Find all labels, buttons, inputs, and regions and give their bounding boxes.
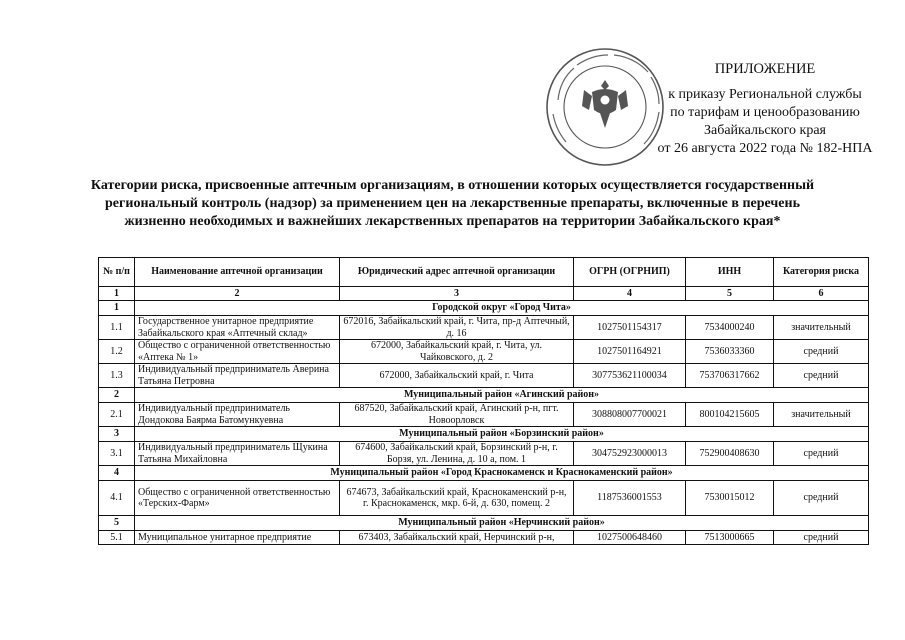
- row-ogrn: 1027500648460: [574, 531, 686, 545]
- row-risk: средний: [774, 531, 869, 545]
- row-address: 672016, Забайкальский край, г. Чита, пр-д Аптечный, д. 16: [340, 316, 574, 340]
- row-address: 672000, Забайкальский край, г. Чита: [340, 364, 574, 388]
- appendix-heading: ПРИЛОЖЕНИЕ: [714, 61, 816, 77]
- table-row: [99, 340, 869, 364]
- row-num: 1.2: [99, 340, 135, 364]
- table-row: [99, 481, 869, 516]
- table-row: [99, 403, 869, 427]
- header-address: Юридический адрес аптечной организации: [340, 258, 574, 287]
- row-ogrn: 1027501154317: [574, 316, 686, 340]
- row-inn: 752900408630: [686, 442, 774, 466]
- table-row: [99, 316, 869, 340]
- appendix-block: [640, 60, 890, 158]
- group-num: 1: [99, 301, 135, 316]
- row-address: 687520, Забайкальский край, Агинский р-н, пгт. Новоорловск: [340, 403, 574, 427]
- row-ogrn: 307753621100034: [574, 364, 686, 388]
- row-ogrn: 1027501164921: [574, 340, 686, 364]
- group-name: Муниципальный район «Город Краснокаменск и Краснокаменский район»: [135, 466, 869, 481]
- risk-category-table: [98, 257, 869, 545]
- group-row: [99, 388, 869, 403]
- document-title: Категории риска, присвоенные аптечным организациям, в отношении которых осуществляется государственный региональный контроль (надзор) за применением цен на лекарственные препараты, включенные в перечень жизненно необходимых и важнейших лекарственных препаратов на территории Забайкальского края*: [90, 178, 815, 229]
- appendix-line-4: от 26 августа 2022 года № 182-НПА: [657, 141, 873, 156]
- row-inn: 7536033360: [686, 340, 774, 364]
- header-num: № п/п: [99, 258, 135, 287]
- row-risk: средний: [774, 340, 869, 364]
- table-header-row: [99, 258, 869, 287]
- column-number: 1: [99, 287, 135, 301]
- appendix-line-1: к приказу Региональной службы: [668, 87, 862, 102]
- row-org: Общество с ограниченной ответственностью «Терских-Фарм»: [135, 481, 340, 516]
- row-ogrn: 1187536001553: [574, 481, 686, 516]
- group-name: Муниципальный район «Агинский район»: [135, 388, 869, 403]
- header-org: Наименование аптечной организации: [135, 258, 340, 287]
- group-name: Муниципальный район «Борзинский район»: [135, 427, 869, 442]
- group-row: [99, 466, 869, 481]
- appendix-line-3: Забайкальского края: [703, 123, 826, 138]
- row-num: 2.1: [99, 403, 135, 427]
- row-address: 673403, Забайкальский край, Нерчинский р-н,: [340, 531, 574, 545]
- column-number: 4: [574, 287, 686, 301]
- row-ogrn: 304752923000013: [574, 442, 686, 466]
- row-risk: средний: [774, 481, 869, 516]
- group-num: 3: [99, 427, 135, 442]
- row-address: 672000, Забайкальский край, г. Чита, ул. Чайковского, д. 2: [340, 340, 574, 364]
- row-org: Индивидуальный предприниматель Аверина Татьяна Петровна: [135, 364, 340, 388]
- risk-table-wrapper: [98, 257, 868, 545]
- row-risk: средний: [774, 442, 869, 466]
- row-inn: 7530015012: [686, 481, 774, 516]
- column-number-row: [99, 287, 869, 301]
- row-num: 1.3: [99, 364, 135, 388]
- group-name: Муниципальный район «Нерчинский район»: [135, 516, 869, 531]
- group-num: 2: [99, 388, 135, 403]
- row-risk: средний: [774, 364, 869, 388]
- row-num: 5.1: [99, 531, 135, 545]
- table-row: [99, 531, 869, 545]
- row-org: Общество с ограниченной ответственностью «Аптека № 1»: [135, 340, 340, 364]
- row-num: 1.1: [99, 316, 135, 340]
- header-inn: ИНН: [686, 258, 774, 287]
- row-num: 3.1: [99, 442, 135, 466]
- group-num: 5: [99, 516, 135, 531]
- row-org: Индивидуальный предприниматель Щукина Татьяна Михайловна: [135, 442, 340, 466]
- row-address: 674600, Забайкальский край, Борзинский р-н, г. Борзя, ул. Ленина, д. 10 а, пом. 1: [340, 442, 574, 466]
- group-row: [99, 516, 869, 531]
- row-inn: 7534000240: [686, 316, 774, 340]
- row-address: 674673, Забайкальский край, Краснокаменский р-н, г. Краснокаменск, мкр. 6-й, д. 630, помещ. 2: [340, 481, 574, 516]
- row-inn: 800104215605: [686, 403, 774, 427]
- row-inn: 7513000665: [686, 531, 774, 545]
- row-org: Государственное унитарное предприятие Забайкальского края «Аптечный склад»: [135, 316, 340, 340]
- row-inn: 753706317662: [686, 364, 774, 388]
- row-risk: значительный: [774, 316, 869, 340]
- header-ogrn: ОГРН (ОГРНИП): [574, 258, 686, 287]
- table-row: [99, 442, 869, 466]
- column-number: 3: [340, 287, 574, 301]
- row-ogrn: 308808007700021: [574, 403, 686, 427]
- group-name: Городской округ «Город Чита»: [135, 301, 869, 316]
- group-num: 4: [99, 466, 135, 481]
- row-risk: значительный: [774, 403, 869, 427]
- group-row: [99, 301, 869, 316]
- column-number: 5: [686, 287, 774, 301]
- column-number: 2: [135, 287, 340, 301]
- column-number: 6: [774, 287, 869, 301]
- header-risk: Категория риска: [774, 258, 869, 287]
- row-num: 4.1: [99, 481, 135, 516]
- table-row: [99, 364, 869, 388]
- row-org: Индивидуальный предприниматель Дондокова Баярма Батомункуевна: [135, 403, 340, 427]
- appendix-line-2: по тарифам и ценообразованию: [670, 105, 860, 120]
- group-row: [99, 427, 869, 442]
- row-org: Муниципальное унитарное предприятие: [135, 531, 340, 545]
